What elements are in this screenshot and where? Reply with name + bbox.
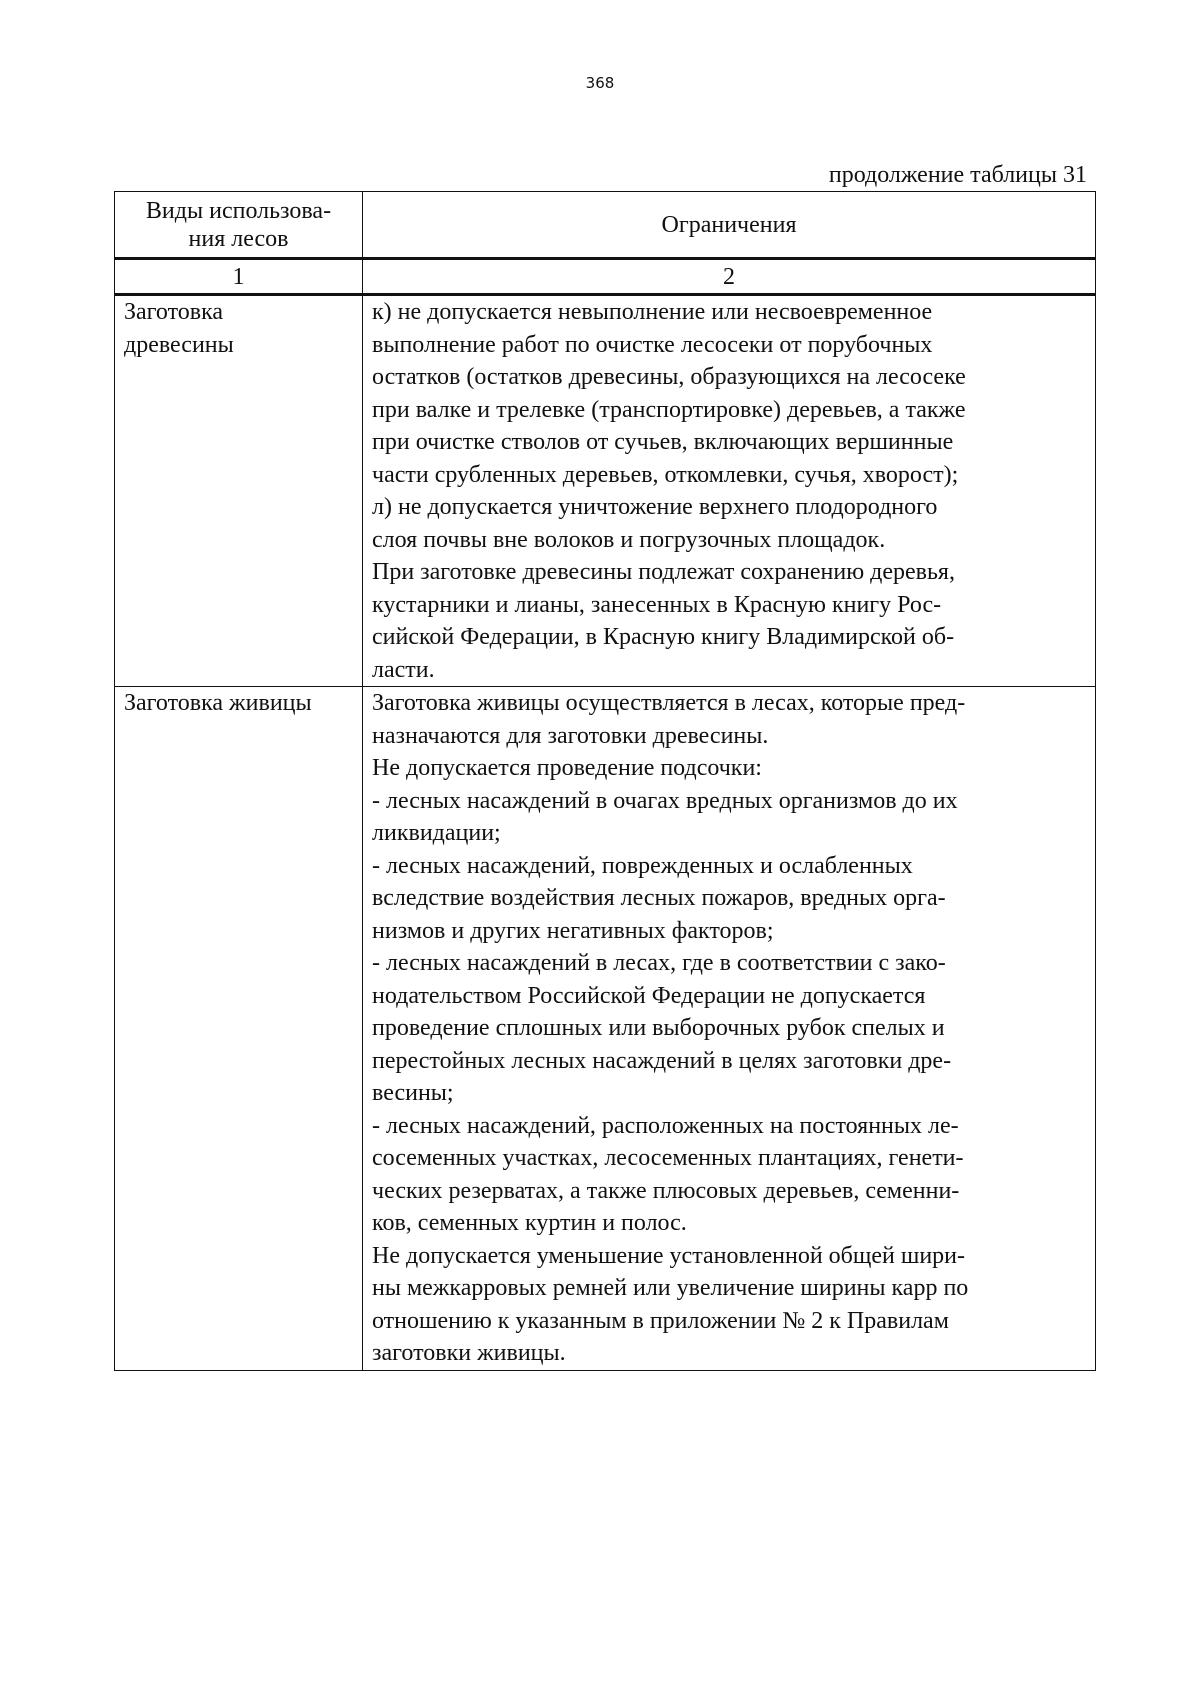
text-line: назначаются для заготовки древесины. (372, 722, 769, 749)
text-line: слоя почвы вне волоков и погрузочных площадок. (372, 526, 886, 553)
text-line: остатков (остатков древесины, образующихся на лесосеке (372, 364, 966, 390)
text-line: низмов и других негативных факторов; (372, 917, 774, 944)
forest-use-type: Заготовка живицы (124, 690, 312, 716)
restrictions-text (372, 687, 1086, 1370)
text-line: ны межкарровых ремней или увеличение ширины карр по (372, 1275, 969, 1301)
text-line: перестойных лесных насаждений в целях заготовки дре- (372, 1047, 952, 1074)
text-line: части срубленных деревьев, откомлевки, сучья, хворост); (372, 461, 959, 488)
restrictions-cell (363, 295, 1096, 687)
text-line: При заготовке древесины подлежат сохранению деревья, (372, 559, 955, 585)
page-number: 368 (585, 74, 615, 92)
text-line: выполнение работ по очистке лесосеки от порубочных (372, 331, 933, 358)
text-line: проведение сплошных или выборочных рубок спелых и (372, 1015, 945, 1041)
text-line: - лесных насаждений в лесах, где в соответствии с зако- (372, 950, 946, 976)
text-line: заготовки живицы. (372, 1340, 566, 1366)
forest-use-type: Заготовка древесины (124, 299, 234, 358)
text-line: при очистке стволов от сучьев, включающих вершинные (372, 429, 954, 455)
text-line: кустарники и лианы, занесенных в Красную книгу Рос- (372, 591, 942, 618)
text-line: сосеменных участках, лесосеменных плантациях, генети- (372, 1145, 964, 1171)
restrictions-cell (363, 687, 1096, 1371)
text-line: весины; (372, 1080, 454, 1106)
column-number-1: 1 (115, 259, 363, 295)
text-line: Не допускается проведение подсочки: (372, 755, 762, 781)
table-row (115, 687, 1096, 1371)
restrictions-text (372, 296, 1086, 686)
text-line: л) не допускается уничтожение верхнего плодородного (372, 494, 938, 520)
text-line: отношению к указанным в приложении № 2 к Правилам (372, 1307, 949, 1334)
text-line: - лесных насаждений в очагах вредных организмов до их (372, 787, 958, 814)
text-line: - лесных насаждений, расположенных на постоянных ле- (372, 1112, 959, 1139)
text-line: Не допускается уменьшение установленной общей шири- (372, 1242, 966, 1269)
text-line: ков, семенных куртин и полос. (372, 1210, 687, 1236)
header-forest-use-type: Виды использова- ния лесов (115, 192, 363, 259)
column-number-row (115, 259, 1096, 295)
text-line: нодательством Российской Федерации не допускается (372, 982, 926, 1009)
forest-use-type-cell (115, 295, 363, 687)
text-line: Заготовка живицы осуществляется в лесах, которые пред- (372, 690, 966, 716)
header-restrictions: Ограничения (363, 192, 1096, 259)
text-line: ласти. (372, 656, 435, 683)
text-line: ликвидации; (372, 820, 501, 846)
text-line: ческих резерватах, а также плюсовых деревьев, семенни- (372, 1177, 960, 1204)
text-line: к) не допускается невыполнение или несвоевременное (372, 299, 933, 325)
table-continuation-label: продолжение таблицы 31 (828, 162, 1087, 188)
column-number-2: 2 (363, 259, 1096, 295)
table-row (115, 295, 1096, 687)
text-line: сийской Федерации, в Красную книгу Владимирской об- (372, 624, 955, 650)
text-line: - лесных насаждений, поврежденных и ослабленных (372, 852, 913, 879)
restrictions-table (114, 191, 1096, 1371)
forest-use-type-cell (115, 687, 363, 1371)
text-line: при валке и трелевке (транспортировке) деревьев, а также (372, 396, 966, 423)
text-line: вследствие воздействия лесных пожаров, вредных орга- (372, 885, 946, 911)
table-header-row (115, 192, 1096, 259)
